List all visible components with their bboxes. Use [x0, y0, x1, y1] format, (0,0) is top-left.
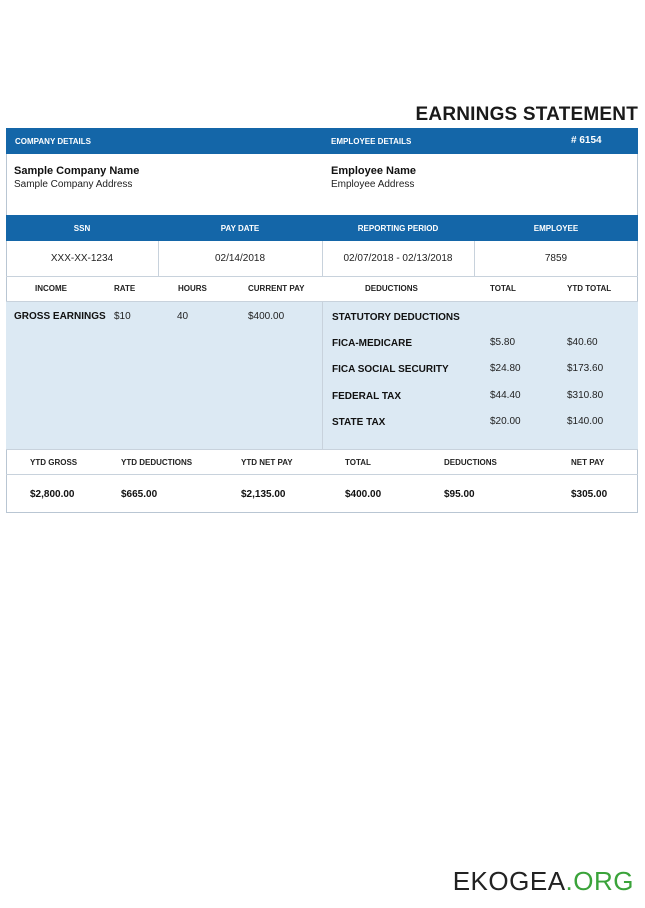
info-header-bar [6, 215, 638, 241]
reporting-period-value: 02/07/2018 - 02/13/2018 [343, 253, 453, 264]
deductions-header: DEDUCTIONS [444, 458, 497, 467]
deduction-name: FICA SOCIAL SECURITY [332, 364, 449, 375]
ssn-header: SSN [73, 224, 91, 233]
deduction-ytd: $173.60 [567, 363, 604, 374]
employee-id-header: EMPLOYEE [533, 224, 579, 233]
gross-earnings-hours: 40 [177, 311, 189, 322]
employee-address: Employee Address [331, 179, 415, 190]
brand-tld: .ORG [565, 866, 634, 896]
divider [6, 449, 638, 450]
ytd-deductions-header: YTD DEDUCTIONS [121, 458, 193, 467]
deductions-col-header: DEDUCTIONS [365, 284, 418, 293]
ytd-net-pay-value: $2,135.00 [241, 489, 286, 500]
deduction-ytd: $40.60 [567, 337, 598, 348]
total-col-header: TOTAL [490, 284, 516, 293]
company-name: Sample Company Name [14, 165, 140, 177]
divider [322, 241, 323, 276]
net-pay-value: $305.00 [571, 489, 608, 500]
net-pay-header: NET PAY [571, 458, 605, 467]
divider [322, 302, 323, 449]
deduction-total: $24.80 [490, 363, 521, 374]
brand-name: EKOGEA [452, 866, 566, 896]
brand-logo [453, 866, 634, 897]
statutory-deductions-title: STATUTORY DEDUCTIONS [332, 312, 460, 323]
deduction-name: FEDERAL TAX [332, 391, 402, 402]
divider [6, 474, 638, 475]
employee-block [331, 165, 416, 190]
details-header-bar [6, 128, 638, 154]
ytd-deductions-value: $665.00 [121, 489, 158, 500]
ytd-net-pay-header: YTD NET PAY [241, 458, 293, 467]
total-value: $400.00 [345, 489, 382, 500]
company-block [14, 165, 139, 190]
deduction-name: FICA-MEDICARE [332, 338, 412, 349]
income-col-header: INCOME [35, 284, 67, 293]
ytd-gross-value: $2,800.00 [30, 489, 75, 500]
ssn-value: XXX-XX-1234 [50, 253, 114, 264]
deduction-total: $44.40 [490, 390, 521, 401]
gross-earnings-label: GROSS EARNINGS [14, 311, 106, 322]
deductions-value: $95.00 [444, 489, 475, 500]
employee-details-label: EMPLOYEE DETAILS [331, 137, 412, 146]
ytd-gross-header: YTD GROSS [30, 458, 78, 467]
employee-id-value: 7859 [544, 253, 568, 264]
deduction-name: STATE TAX [332, 417, 386, 428]
current-pay-col-header: CURRENT PAY [248, 284, 305, 293]
gross-earnings-rate: $10 [114, 311, 131, 322]
ytd-total-col-header: YTD TOTAL [567, 284, 612, 293]
pay-date-value: 02/14/2018 [214, 253, 266, 264]
company-details-label: COMPANY DETAILS [15, 137, 92, 146]
gross-earnings-current-pay: $400.00 [248, 311, 285, 322]
employee-name: Employee Name [331, 165, 416, 177]
hours-col-header: HOURS [178, 284, 207, 293]
divider [474, 241, 475, 276]
pay-date-header: PAY DATE [220, 224, 260, 233]
company-address: Sample Company Address [14, 179, 133, 190]
reporting-period-header: REPORTING PERIOD [357, 224, 439, 233]
deduction-ytd: $310.80 [567, 390, 604, 401]
divider [158, 241, 159, 276]
deduction-ytd: $140.00 [567, 416, 604, 427]
rate-col-header: RATE [114, 284, 136, 293]
deduction-total: $20.00 [490, 416, 521, 427]
deduction-total: $5.80 [490, 337, 516, 348]
statement-title: EARNINGS STATEMENT [415, 104, 638, 125]
statement-number: # 6154 [571, 135, 602, 146]
total-header: TOTAL [345, 458, 371, 467]
